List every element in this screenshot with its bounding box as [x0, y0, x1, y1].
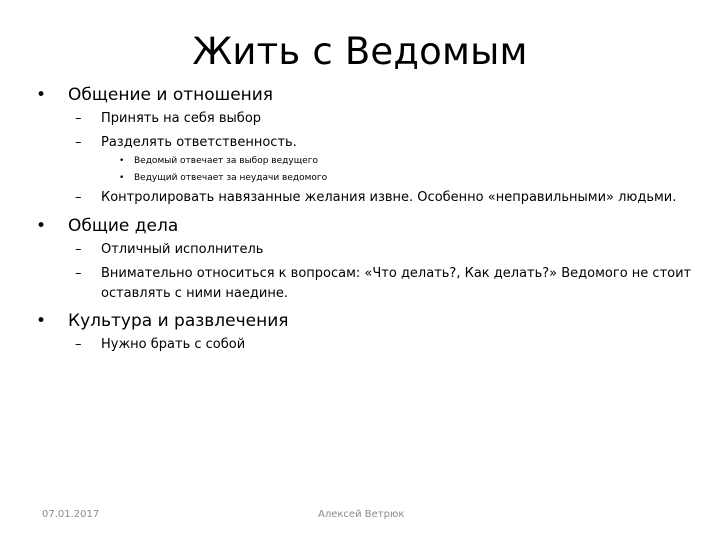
list-item-text: Разделять ответственность. — [101, 135, 297, 150]
section-heading — [36, 216, 179, 236]
dash-marker: – — [75, 135, 82, 150]
footer-author: Алексей Ветрюк — [318, 509, 405, 520]
bullet-marker: • — [119, 156, 125, 166]
dash-marker: – — [75, 111, 82, 126]
section-heading-text: Культура и развлечения — [68, 311, 289, 331]
list-item — [75, 135, 297, 151]
list-item — [75, 111, 262, 127]
list-item — [75, 190, 677, 206]
bullet-marker: • — [36, 85, 47, 105]
list-item-continuation — [101, 286, 288, 302]
list-item-text: оставлять с ними наедине. — [101, 286, 288, 301]
list-item-text: Принять на себя выбор — [101, 111, 262, 126]
footer-date: 07.01.2017 — [42, 509, 100, 520]
dash-marker: – — [75, 190, 82, 205]
list-item — [75, 266, 692, 282]
section-heading-text: Общение и отношения — [68, 85, 274, 105]
list-item — [75, 337, 246, 353]
dash-marker: – — [75, 242, 82, 257]
list-item-text: Внимательно относиться к вопросам: «Что делать?, Как делать?» Ведомого не стоит — [101, 266, 692, 281]
section-heading — [36, 311, 289, 331]
list-item-text: Отличный исполнитель — [101, 242, 264, 257]
sub-list-item-text: Ведомый отвечает за выбор ведущего — [134, 156, 318, 166]
slide-title: Жить с Ведомым — [192, 30, 528, 73]
section-heading-text: Общие дела — [68, 216, 179, 236]
section-heading — [36, 85, 274, 105]
bullet-marker: • — [119, 173, 125, 183]
dash-marker: – — [75, 266, 82, 281]
bullet-marker: • — [36, 311, 47, 331]
sub-list-item-text: Ведущий отвечает за неудачи ведомого — [134, 173, 328, 183]
list-item-text: Нужно брать с собой — [101, 337, 246, 352]
list-item — [75, 242, 264, 258]
sub-list-item — [119, 172, 328, 184]
list-item-text: Контролировать навязанные желания извне. Особенно «неправильными» людьми. — [101, 190, 677, 205]
sub-list-item — [119, 155, 318, 167]
bullet-marker: • — [36, 216, 47, 236]
dash-marker: – — [75, 337, 82, 352]
